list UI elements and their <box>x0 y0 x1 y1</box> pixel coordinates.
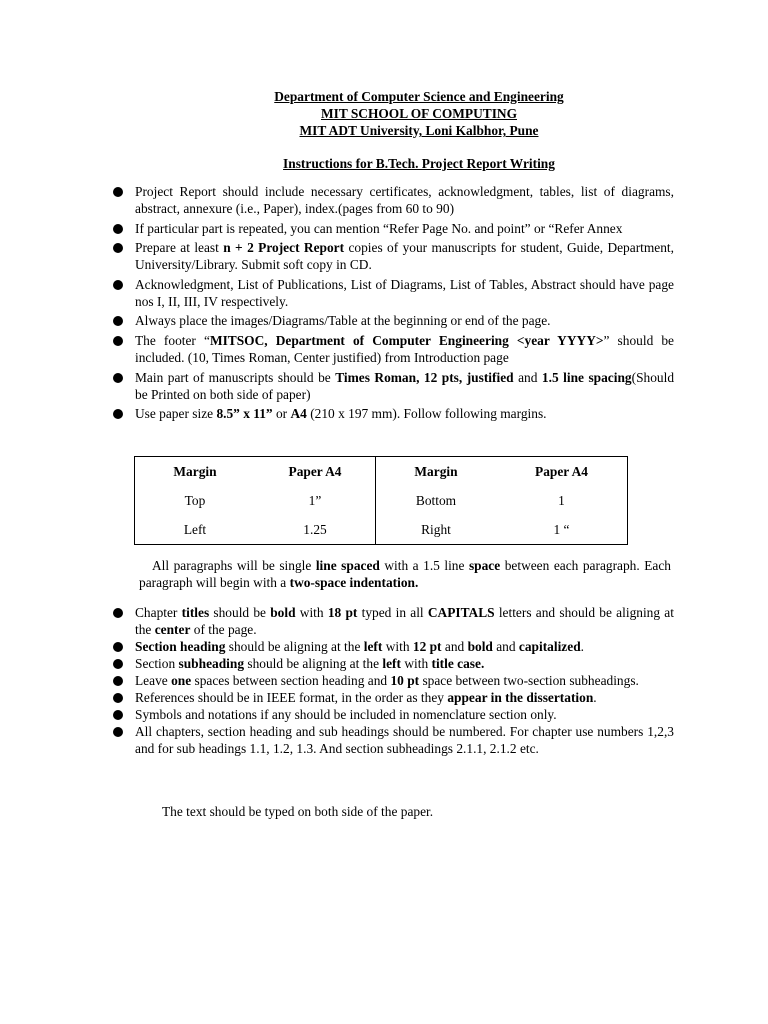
table-row <box>135 486 628 515</box>
bullet-icon <box>113 608 123 618</box>
bullet-icon <box>113 373 123 383</box>
list-item: Project Report should include necessary certificates, acknowledgment, tables, list of diagrams, abstract, annexure (i.e., Paper), index.(pages from 60 to 90) <box>112 183 674 217</box>
list-item: Main part of manuscripts should be Times Roman, 12 pts, justified and 1.5 line spacing(Should be Printed on both side of paper) <box>112 369 674 403</box>
table-cell: Right <box>376 515 497 545</box>
table-cell: 1 <box>558 493 565 508</box>
list-item: Chapter titles should be bold with 18 pt typed in all CAPITALS letters and should be aligning at the center of the page. <box>112 604 674 638</box>
table-header-cell: Margin <box>376 457 497 487</box>
closing-note: The text should be typed on both side of the paper. <box>162 804 434 819</box>
list-item: If particular part is repeated, you can mention “Refer Page No. and point” or “Refer Annex <box>112 220 674 237</box>
bullet-icon <box>113 187 123 197</box>
instructions-list-1 <box>112 183 674 425</box>
list-item: All chapters, section heading and sub headings should be numbered. For chapter use numbers 1,2,3 and for sub headings 1.1, 1.2, 1.3. And section subheadings 2.1.1, 2.1.2 etc. <box>112 723 674 757</box>
list-item: Always place the images/Diagrams/Table at the beginning or end of the page. <box>112 312 674 329</box>
bullet-icon <box>113 336 123 346</box>
school-title: MIT SCHOOL OF COMPUTING <box>320 106 518 121</box>
table-cell: 1.25 <box>303 522 327 537</box>
table-header-cell: Paper A4 <box>535 464 588 479</box>
bullet-icon <box>113 659 123 669</box>
bullet-icon <box>113 316 123 326</box>
university-title: MIT ADT University, Loni Kalbhor, Pune <box>299 123 539 138</box>
table-cell: Bottom <box>376 486 497 515</box>
department-title: Department of Computer Science and Engineering <box>274 89 564 104</box>
list-item: Leave one spaces between section heading and 10 pt space between two-section subheadings. <box>112 672 674 689</box>
table-cell: 1” <box>308 493 322 508</box>
table-cell: Left <box>183 522 207 537</box>
table-header-cell: Margin <box>173 464 217 479</box>
margins-table <box>134 456 628 545</box>
list-item: Symbols and notations if any should be included in nomenclature section only. <box>112 706 674 723</box>
bullet-icon <box>113 727 123 737</box>
bullet-icon <box>113 280 123 290</box>
bullet-icon <box>113 693 123 703</box>
list-item: Acknowledgment, List of Publications, List of Diagrams, List of Tables, Abstract should have page nos I, II, III, IV respectively. <box>112 276 674 310</box>
list-item: Use paper size 8.5” x 11” or A4 (210 x 197 mm). Follow following margins. <box>112 405 674 422</box>
bullet-icon <box>113 642 123 652</box>
bullet-icon <box>113 409 123 419</box>
table-cell: 1 “ <box>553 522 570 537</box>
list-item: Section subheading should be aligning at the left with title case. <box>112 655 674 672</box>
table-header-cell: Paper A4 <box>288 464 342 479</box>
bullet-icon <box>113 676 123 686</box>
list-item: The footer “MITSOC, Department of Computer Engineering <year YYYY>” should be included. (10, Times Roman, Center justified) from Introduction page <box>112 332 674 366</box>
bullet-icon <box>113 710 123 720</box>
list-item: Section heading should be aligning at the left with 12 pt and bold and capitalized. <box>112 638 674 655</box>
instructions-list-2 <box>112 604 674 757</box>
bullet-icon <box>113 243 123 253</box>
instructions-title: Instructions for B.Tech. Project Report Writing <box>283 156 555 171</box>
list-item: Prepare at least n + 2 Project Report copies of your manuscripts for student, Guide, Department, University/Library. Submit soft copy in CD. <box>112 239 674 273</box>
paragraph-spacing-note: All paragraphs will be single line spaced with a 1.5 line space between each paragraph. Each paragraph will begin with a two-space indentation. <box>139 558 671 590</box>
list-item: References should be in IEEE format, in the order as they appear in the dissertation. <box>112 689 674 706</box>
table-header-row <box>135 457 628 487</box>
bullet-icon <box>113 224 123 234</box>
table-row <box>135 515 628 545</box>
table-cell: Top <box>184 493 206 508</box>
document-header <box>0 88 768 139</box>
